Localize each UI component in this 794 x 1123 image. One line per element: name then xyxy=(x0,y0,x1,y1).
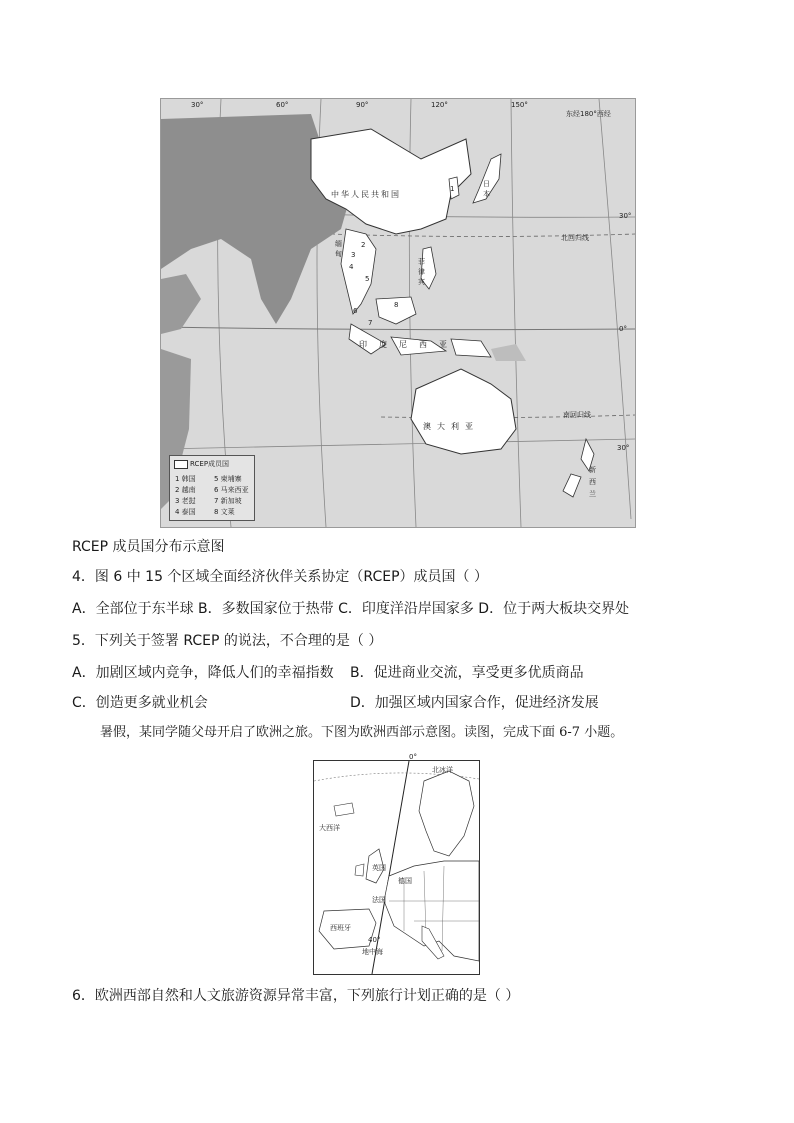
indonesia-label: 印度尼西亚 xyxy=(359,340,459,349)
myanmar-label: 缅甸 xyxy=(335,240,342,258)
lon-label-150: 150° xyxy=(511,101,528,109)
legend-item: 8 文莱 xyxy=(214,508,235,516)
legend-item: 3 老挝 xyxy=(175,497,196,505)
australia-label: 澳大利亚 xyxy=(423,422,479,431)
map-legend xyxy=(169,455,255,521)
map-number-6: 6 xyxy=(353,307,358,315)
legend-item: 7 新加坡 xyxy=(214,497,242,505)
europe-map xyxy=(313,753,480,975)
uk-label: 英国 xyxy=(372,864,386,872)
lon-label-90: 90° xyxy=(356,101,369,109)
figure-caption: RCEP 成员国分布示意图 xyxy=(72,539,225,555)
question-6-stem: 6．欧洲西部自然和人文旅游资源异常丰富，下列旅行计划正确的是（ ） xyxy=(72,988,520,1004)
meridian-label: 0° xyxy=(409,753,417,761)
lon-label-30: 30° xyxy=(191,101,204,109)
spain-label: 西班牙 xyxy=(330,924,351,932)
lat-label-30n: 30° xyxy=(619,212,632,220)
legend-item: 5 柬埔寨 xyxy=(214,475,242,483)
lat-label-30s: 30° xyxy=(617,444,630,452)
question-4-stem: 4．图 6 中 15 个区域全面经济伙伴关系协定（RCEP）成员国（ ） xyxy=(72,569,488,585)
question-5-option-d: D．加强区域内国家合作，促进经济发展 xyxy=(350,695,599,711)
latitude-40-label: 40° xyxy=(368,936,381,944)
question-5-option-b: B．促进商业交流，享受更多优质商品 xyxy=(350,665,584,681)
legend-item: 4 泰国 xyxy=(175,508,196,516)
question-5-option-c: C．创造更多就业机会 xyxy=(72,695,208,711)
map-number-8: 8 xyxy=(394,301,399,309)
germany-label: 德国 xyxy=(398,877,412,885)
map-number-5: 5 xyxy=(365,275,370,283)
map-number-7: 7 xyxy=(368,319,373,327)
question-5-option-a: A．加剧区域内竞争，降低人们的幸福指数 xyxy=(72,665,334,681)
europe-map-drawing xyxy=(314,761,479,974)
map-number-2: 2 xyxy=(361,241,366,249)
legend-item: 1 韩国 xyxy=(175,475,196,483)
map-number-1: 1 xyxy=(450,185,455,193)
france-label: 法国 xyxy=(372,896,386,904)
china-label: 中华人民共和国 xyxy=(331,190,401,199)
atlantic-ocean-label: 大西洋 xyxy=(319,824,340,832)
legend-item: 6 马来西亚 xyxy=(214,486,249,494)
mediterranean-label: 地中海 xyxy=(362,948,383,956)
newzealand-label: 新西兰 xyxy=(589,466,596,498)
tropic-north-label: 北回归线 xyxy=(561,234,589,242)
lon-label-120: 120° xyxy=(431,101,448,109)
lon-label-60: 60° xyxy=(276,101,289,109)
question-5-stem: 5．下列关于签署 RCEP 的说法，不合理的是（ ） xyxy=(72,633,383,649)
dateline-label: 东经180°西经 xyxy=(566,110,611,118)
japan-label: 日本 xyxy=(483,180,490,198)
tropic-south-label: 南回归线 xyxy=(563,411,591,419)
map-number-3: 3 xyxy=(351,251,356,259)
rcep-map xyxy=(160,98,636,528)
legend-swatch xyxy=(174,460,188,469)
question-4-options: A．全部位于东半球 B．多数国家位于热带 C．印度洋沿岸国家多 D．位于两大板块交界处 xyxy=(72,601,630,617)
passage-intro-6-7: 暑假，某同学随父母开启了欧洲之旅。下图为欧洲西部示意图。读图，完成下面 6-7 小题。 xyxy=(100,725,624,740)
philippines-label: 菲律宾 xyxy=(418,258,425,286)
legend-item: 2 越南 xyxy=(175,486,196,494)
legend-title: RCEP成员国 xyxy=(190,460,230,468)
arctic-ocean-label: 北冰洋 xyxy=(432,766,453,774)
map-number-4: 4 xyxy=(349,263,354,271)
lat-label-0: 0° xyxy=(619,325,627,333)
